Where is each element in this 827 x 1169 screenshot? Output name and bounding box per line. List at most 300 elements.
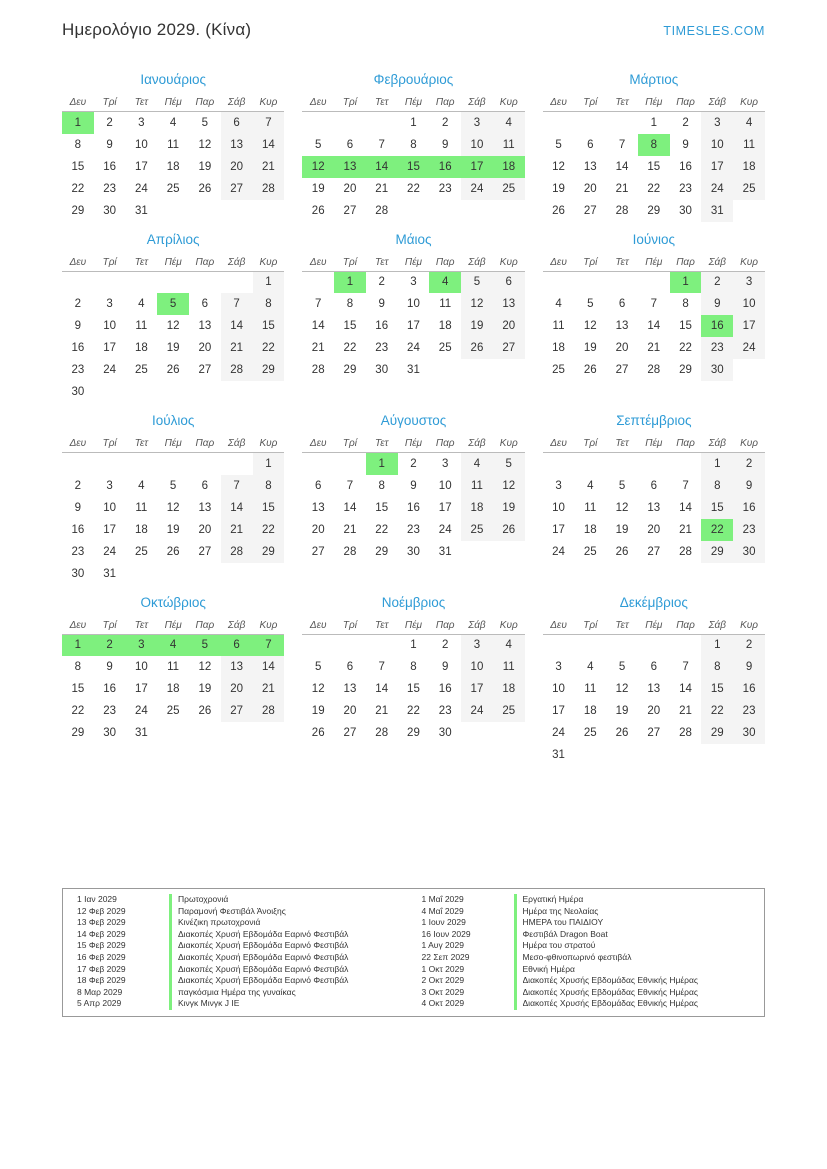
day-cell[interactable]: 22: [679, 342, 692, 354]
day-cell[interactable]: 11: [135, 501, 148, 514]
day-cell[interactable]: 23: [679, 182, 692, 195]
day-cell[interactable]: 3: [701, 112, 733, 134]
day-cell[interactable]: 9: [442, 661, 449, 673]
day-cell[interactable]: 27: [647, 727, 661, 739]
day-cell[interactable]: 28: [679, 545, 692, 558]
day-cell[interactable]: 3: [106, 479, 113, 492]
day-cell[interactable]: 2: [442, 639, 449, 652]
day-cell[interactable]: 26: [552, 204, 565, 217]
day-cell[interactable]: 29: [407, 727, 420, 739]
day-cell[interactable]: 6: [650, 661, 657, 673]
day-cell[interactable]: 11: [493, 134, 525, 156]
day-cell[interactable]: 15: [398, 156, 430, 178]
day-cell[interactable]: 9: [410, 479, 417, 492]
day-cell[interactable]: 13: [198, 501, 212, 514]
day-cell[interactable]: 14: [647, 320, 661, 332]
day-cell[interactable]: 25: [583, 545, 597, 558]
day-cell[interactable]: 22: [701, 519, 733, 541]
day-cell[interactable]: 11: [167, 661, 180, 673]
day-cell[interactable]: 7: [650, 298, 657, 310]
day-cell[interactable]: 30: [71, 567, 85, 580]
day-cell[interactable]: 19: [615, 705, 629, 717]
day-cell[interactable]: 28: [647, 364, 661, 376]
day-cell[interactable]: 16: [375, 320, 389, 332]
day-cell[interactable]: 30: [733, 541, 765, 563]
day-cell[interactable]: 29: [679, 364, 692, 376]
day-cell[interactable]: 17: [134, 160, 148, 173]
day-cell[interactable]: 18: [461, 497, 493, 519]
day-cell[interactable]: 3: [555, 479, 562, 492]
day-cell[interactable]: 16: [733, 497, 765, 519]
day-cell[interactable]: 11: [439, 298, 452, 310]
day-cell[interactable]: 16: [429, 156, 461, 178]
day-cell[interactable]: 4: [461, 453, 493, 475]
day-cell[interactable]: 17: [134, 683, 148, 695]
day-cell[interactable]: 25: [134, 545, 148, 558]
day-cell[interactable]: 13: [583, 160, 597, 173]
day-cell[interactable]: 5: [618, 479, 626, 492]
day-cell[interactable]: 26: [198, 182, 212, 195]
day-cell[interactable]: 12: [461, 293, 493, 315]
day-cell[interactable]: 11: [733, 134, 765, 156]
day-cell[interactable]: 7: [253, 112, 285, 134]
day-cell[interactable]: 25: [438, 342, 452, 354]
day-cell[interactable]: 1: [701, 634, 733, 656]
day-cell[interactable]: 1: [62, 112, 94, 134]
day-cell[interactable]: 29: [71, 727, 85, 739]
day-cell[interactable]: 23: [103, 705, 117, 717]
day-cell[interactable]: 10: [461, 134, 493, 156]
day-cell[interactable]: 17: [701, 156, 733, 178]
day-cell[interactable]: 31: [134, 727, 148, 739]
day-cell[interactable]: 23: [103, 182, 117, 195]
day-cell[interactable]: 5: [169, 479, 177, 492]
day-cell[interactable]: 7: [378, 138, 385, 151]
day-cell[interactable]: 14: [253, 134, 285, 156]
day-cell[interactable]: 10: [733, 293, 765, 315]
day-cell[interactable]: 1: [366, 453, 398, 475]
day-cell[interactable]: 30: [103, 204, 117, 217]
day-cell[interactable]: 7: [253, 634, 285, 656]
day-cell[interactable]: 29: [701, 541, 733, 563]
day-cell[interactable]: 15: [701, 678, 733, 700]
day-cell[interactable]: 7: [618, 138, 626, 151]
day-cell[interactable]: 21: [647, 342, 661, 354]
day-cell[interactable]: 9: [682, 138, 689, 151]
day-cell[interactable]: 20: [198, 342, 212, 354]
day-cell[interactable]: 29: [253, 541, 285, 563]
day-cell[interactable]: 12: [615, 683, 629, 695]
day-cell[interactable]: 21: [615, 182, 629, 195]
day-cell[interactable]: 28: [375, 204, 389, 217]
day-cell[interactable]: 26: [311, 204, 325, 217]
day-cell[interactable]: 26: [461, 337, 493, 359]
day-cell[interactable]: 5: [618, 661, 626, 673]
day-cell[interactable]: 4: [429, 271, 461, 293]
day-cell[interactable]: 9: [733, 656, 765, 678]
day-cell[interactable]: 20: [647, 705, 661, 717]
day-cell[interactable]: 1: [701, 453, 733, 475]
day-cell[interactable]: 1: [62, 634, 94, 656]
day-cell[interactable]: 7: [315, 298, 322, 310]
day-cell[interactable]: 10: [103, 320, 117, 332]
day-cell[interactable]: 2: [74, 479, 82, 492]
day-cell[interactable]: 18: [733, 156, 765, 178]
day-cell[interactable]: 6: [221, 634, 253, 656]
day-cell[interactable]: 24: [103, 364, 117, 376]
day-cell[interactable]: 5: [461, 271, 493, 293]
day-cell[interactable]: 6: [201, 298, 209, 310]
day-cell[interactable]: 20: [583, 182, 597, 195]
day-cell[interactable]: 18: [166, 683, 180, 695]
day-cell[interactable]: 26: [311, 727, 325, 739]
day-cell[interactable]: 15: [343, 320, 357, 332]
day-cell[interactable]: 12: [311, 683, 325, 695]
day-cell[interactable]: 7: [682, 661, 689, 673]
day-cell[interactable]: 26: [583, 364, 597, 376]
day-cell[interactable]: 28: [311, 364, 325, 376]
day-cell[interactable]: 12: [615, 501, 629, 514]
day-cell[interactable]: 26: [615, 727, 629, 739]
day-cell[interactable]: 10: [552, 683, 565, 695]
day-cell[interactable]: 30: [375, 364, 389, 376]
day-cell[interactable]: 16: [103, 683, 117, 695]
day-cell[interactable]: 16: [679, 160, 692, 173]
day-cell[interactable]: 22: [647, 182, 661, 195]
day-cell[interactable]: 24: [134, 705, 148, 717]
day-cell[interactable]: 18: [583, 705, 597, 717]
day-cell[interactable]: 13: [647, 501, 661, 514]
day-cell[interactable]: 18: [493, 678, 525, 700]
day-cell[interactable]: 22: [407, 705, 420, 717]
day-cell[interactable]: 24: [552, 727, 565, 739]
day-cell[interactable]: 13: [343, 683, 357, 695]
day-cell[interactable]: 5: [555, 138, 562, 151]
day-cell[interactable]: 22: [71, 182, 85, 195]
day-cell[interactable]: 18: [438, 320, 452, 332]
day-cell[interactable]: 8: [74, 661, 82, 673]
day-cell[interactable]: 17: [103, 523, 117, 536]
day-cell[interactable]: 15: [679, 320, 692, 332]
day-cell[interactable]: 21: [679, 705, 692, 717]
day-cell[interactable]: 10: [461, 656, 493, 678]
day-cell[interactable]: 22: [253, 337, 285, 359]
day-cell[interactable]: 23: [733, 519, 765, 541]
day-cell[interactable]: 22: [343, 342, 357, 354]
day-cell[interactable]: 11: [135, 320, 148, 332]
day-cell[interactable]: 5: [201, 116, 209, 129]
day-cell[interactable]: 2: [682, 116, 689, 129]
day-cell[interactable]: 30: [103, 727, 117, 739]
day-cell[interactable]: 9: [106, 138, 113, 151]
day-cell[interactable]: 10: [134, 138, 148, 151]
day-cell[interactable]: 2: [701, 271, 733, 293]
day-cell[interactable]: 27: [343, 204, 357, 217]
day-cell[interactable]: 22: [253, 519, 285, 541]
day-cell[interactable]: 30: [438, 727, 452, 739]
day-cell[interactable]: 9: [74, 320, 82, 332]
day-cell[interactable]: 12: [166, 501, 180, 514]
day-cell[interactable]: 4: [157, 634, 189, 656]
day-cell[interactable]: 14: [221, 315, 253, 337]
day-cell[interactable]: 18: [552, 342, 565, 354]
day-cell[interactable]: 5: [189, 634, 221, 656]
day-cell[interactable]: 11: [552, 320, 565, 332]
day-cell[interactable]: 23: [407, 523, 420, 536]
day-cell[interactable]: 26: [166, 545, 180, 558]
day-cell[interactable]: 6: [587, 138, 594, 151]
day-cell[interactable]: 6: [201, 479, 209, 492]
day-cell[interactable]: 28: [343, 545, 357, 558]
day-cell[interactable]: 22: [71, 705, 85, 717]
day-cell[interactable]: 27: [493, 337, 525, 359]
day-cell[interactable]: 4: [169, 116, 177, 129]
day-cell[interactable]: 19: [583, 342, 597, 354]
day-cell[interactable]: 14: [615, 160, 629, 173]
day-cell[interactable]: 31: [438, 545, 452, 558]
day-cell[interactable]: 27: [221, 178, 253, 200]
day-cell[interactable]: 30: [407, 545, 420, 558]
day-cell[interactable]: 15: [701, 497, 733, 519]
day-cell[interactable]: 14: [679, 683, 692, 695]
day-cell[interactable]: 22: [375, 523, 389, 536]
day-cell[interactable]: 26: [493, 519, 525, 541]
day-cell[interactable]: 23: [71, 545, 85, 558]
day-cell[interactable]: 19: [493, 497, 525, 519]
day-cell[interactable]: 27: [311, 545, 325, 558]
day-cell[interactable]: 17: [103, 342, 117, 354]
day-cell[interactable]: 31: [701, 200, 733, 222]
day-cell[interactable]: 7: [221, 475, 253, 497]
day-cell[interactable]: 9: [733, 475, 765, 497]
day-cell[interactable]: 2: [106, 116, 113, 129]
day-cell[interactable]: 29: [701, 722, 733, 744]
day-cell[interactable]: 1: [253, 453, 285, 475]
day-cell[interactable]: 30: [71, 386, 85, 398]
day-cell[interactable]: 3: [138, 116, 145, 129]
day-cell[interactable]: 17: [552, 523, 565, 536]
day-cell[interactable]: 15: [407, 683, 420, 695]
day-cell[interactable]: 7: [346, 479, 354, 492]
day-cell[interactable]: 24: [438, 523, 452, 536]
day-cell[interactable]: 14: [375, 683, 389, 695]
day-cell[interactable]: 31: [103, 567, 117, 580]
day-cell[interactable]: 25: [552, 364, 565, 376]
day-cell[interactable]: 17: [733, 315, 765, 337]
day-cell[interactable]: 1: [253, 271, 285, 293]
day-cell[interactable]: 30: [701, 359, 733, 381]
day-cell[interactable]: 25: [461, 519, 493, 541]
day-cell[interactable]: 4: [138, 479, 145, 492]
day-cell[interactable]: 25: [733, 178, 765, 200]
day-cell[interactable]: 25: [134, 364, 148, 376]
day-cell[interactable]: 24: [103, 545, 117, 558]
day-cell[interactable]: 31: [134, 204, 148, 217]
day-cell[interactable]: 1: [334, 271, 366, 293]
day-cell[interactable]: 10: [407, 298, 420, 310]
day-cell[interactable]: 13: [647, 683, 661, 695]
day-cell[interactable]: 31: [552, 749, 565, 761]
day-cell[interactable]: 2: [410, 457, 417, 470]
day-cell[interactable]: 12: [493, 475, 525, 497]
day-cell[interactable]: 2: [378, 276, 385, 289]
day-cell[interactable]: 12: [198, 661, 212, 673]
day-cell[interactable]: 6: [315, 479, 322, 492]
day-cell[interactable]: 9: [74, 501, 82, 514]
day-cell[interactable]: 4: [138, 298, 145, 310]
day-cell[interactable]: 2: [94, 634, 126, 656]
day-cell[interactable]: 19: [198, 160, 212, 173]
day-cell[interactable]: 23: [701, 337, 733, 359]
day-cell[interactable]: 19: [166, 342, 180, 354]
site-brand[interactable]: TIMESLES.COM: [663, 24, 765, 38]
day-cell[interactable]: 17: [438, 501, 452, 514]
day-cell[interactable]: 7: [221, 293, 253, 315]
day-cell[interactable]: 20: [615, 342, 629, 354]
day-cell[interactable]: 16: [103, 160, 117, 173]
day-cell[interactable]: 4: [587, 479, 594, 492]
day-cell[interactable]: 9: [701, 293, 733, 315]
day-cell[interactable]: 6: [221, 112, 253, 134]
day-cell[interactable]: 1: [650, 116, 657, 129]
day-cell[interactable]: 18: [134, 342, 148, 354]
day-cell[interactable]: 26: [615, 545, 629, 558]
day-cell[interactable]: 21: [253, 156, 285, 178]
day-cell[interactable]: 12: [583, 320, 597, 332]
day-cell[interactable]: 11: [584, 501, 597, 514]
day-cell[interactable]: 5: [493, 453, 525, 475]
day-cell[interactable]: 14: [679, 501, 692, 514]
day-cell[interactable]: 27: [615, 364, 629, 376]
day-cell[interactable]: 12: [166, 320, 180, 332]
day-cell[interactable]: 13: [221, 656, 253, 678]
day-cell[interactable]: 19: [311, 182, 325, 195]
day-cell[interactable]: 23: [438, 705, 452, 717]
day-cell[interactable]: 4: [733, 112, 765, 134]
day-cell[interactable]: 19: [311, 705, 325, 717]
day-cell[interactable]: 2: [442, 116, 449, 129]
day-cell[interactable]: 27: [343, 727, 357, 739]
day-cell[interactable]: 21: [253, 678, 285, 700]
day-cell[interactable]: 2: [74, 298, 82, 310]
day-cell[interactable]: 17: [461, 678, 493, 700]
day-cell[interactable]: 19: [166, 523, 180, 536]
day-cell[interactable]: 14: [253, 656, 285, 678]
day-cell[interactable]: 29: [375, 545, 389, 558]
day-cell[interactable]: 25: [583, 727, 597, 739]
day-cell[interactable]: 27: [198, 364, 212, 376]
day-cell[interactable]: 16: [733, 678, 765, 700]
day-cell[interactable]: 20: [221, 678, 253, 700]
day-cell[interactable]: 3: [461, 634, 493, 656]
day-cell[interactable]: 14: [311, 320, 325, 332]
day-cell[interactable]: 29: [647, 204, 661, 217]
day-cell[interactable]: 9: [378, 298, 385, 310]
day-cell[interactable]: 10: [103, 501, 117, 514]
day-cell[interactable]: 28: [679, 727, 692, 739]
day-cell[interactable]: 19: [461, 315, 493, 337]
day-cell[interactable]: 12: [198, 138, 212, 151]
day-cell[interactable]: 6: [346, 138, 354, 151]
day-cell[interactable]: 3: [442, 457, 449, 470]
day-cell[interactable]: 29: [343, 364, 357, 376]
day-cell[interactable]: 9: [442, 138, 449, 151]
day-cell[interactable]: 28: [375, 727, 389, 739]
day-cell[interactable]: 24: [733, 337, 765, 359]
day-cell[interactable]: 2: [733, 634, 765, 656]
day-cell[interactable]: 12: [552, 160, 565, 173]
day-cell[interactable]: 31: [407, 364, 420, 376]
day-cell[interactable]: 18: [493, 156, 525, 178]
day-cell[interactable]: 8: [378, 479, 385, 492]
day-cell[interactable]: 19: [198, 683, 212, 695]
day-cell[interactable]: 16: [438, 683, 452, 695]
day-cell[interactable]: 15: [647, 160, 661, 173]
day-cell[interactable]: 28: [615, 204, 629, 217]
day-cell[interactable]: 11: [584, 683, 597, 695]
day-cell[interactable]: 22: [701, 700, 733, 722]
day-cell[interactable]: 21: [679, 523, 692, 536]
day-cell[interactable]: 14: [343, 501, 357, 514]
day-cell[interactable]: 4: [555, 298, 562, 310]
day-cell[interactable]: 8: [701, 656, 733, 678]
day-cell[interactable]: 4: [493, 634, 525, 656]
day-cell[interactable]: 11: [461, 475, 493, 497]
day-cell[interactable]: 20: [343, 705, 357, 717]
day-cell[interactable]: 16: [407, 501, 420, 514]
day-cell[interactable]: 21: [375, 705, 389, 717]
day-cell[interactable]: 8: [410, 138, 417, 151]
day-cell[interactable]: 25: [166, 182, 180, 195]
day-cell[interactable]: 18: [134, 523, 148, 536]
day-cell[interactable]: 20: [198, 523, 212, 536]
day-cell[interactable]: 8: [682, 298, 689, 310]
day-cell[interactable]: 11: [493, 656, 525, 678]
day-cell[interactable]: 18: [166, 160, 180, 173]
day-cell[interactable]: 13: [198, 320, 212, 332]
day-cell[interactable]: 16: [71, 523, 85, 536]
day-cell[interactable]: 8: [638, 134, 670, 156]
day-cell[interactable]: 13: [221, 134, 253, 156]
day-cell[interactable]: 19: [615, 523, 629, 536]
day-cell[interactable]: 28: [253, 700, 285, 722]
day-cell[interactable]: 24: [407, 342, 420, 354]
day-cell[interactable]: 24: [461, 178, 493, 200]
day-cell[interactable]: 4: [493, 112, 525, 134]
day-cell[interactable]: 30: [679, 204, 692, 217]
day-cell[interactable]: 3: [106, 298, 113, 310]
day-cell[interactable]: 10: [438, 479, 452, 492]
day-cell[interactable]: 15: [253, 497, 285, 519]
day-cell[interactable]: 26: [166, 364, 180, 376]
day-cell[interactable]: 21: [343, 523, 357, 536]
day-cell[interactable]: 2: [733, 453, 765, 475]
day-cell[interactable]: 21: [311, 342, 325, 354]
day-cell[interactable]: 21: [221, 337, 253, 359]
day-cell[interactable]: 3: [461, 112, 493, 134]
day-cell[interactable]: 8: [253, 293, 285, 315]
day-cell[interactable]: 17: [461, 156, 493, 178]
day-cell[interactable]: 8: [253, 475, 285, 497]
day-cell[interactable]: 15: [71, 160, 85, 173]
day-cell[interactable]: 5: [315, 138, 322, 151]
day-cell[interactable]: 11: [167, 138, 180, 151]
day-cell[interactable]: 24: [461, 700, 493, 722]
day-cell[interactable]: 20: [343, 182, 357, 195]
day-cell[interactable]: 3: [126, 634, 158, 656]
day-cell[interactable]: 7: [682, 479, 689, 492]
day-cell[interactable]: 17: [552, 705, 565, 717]
